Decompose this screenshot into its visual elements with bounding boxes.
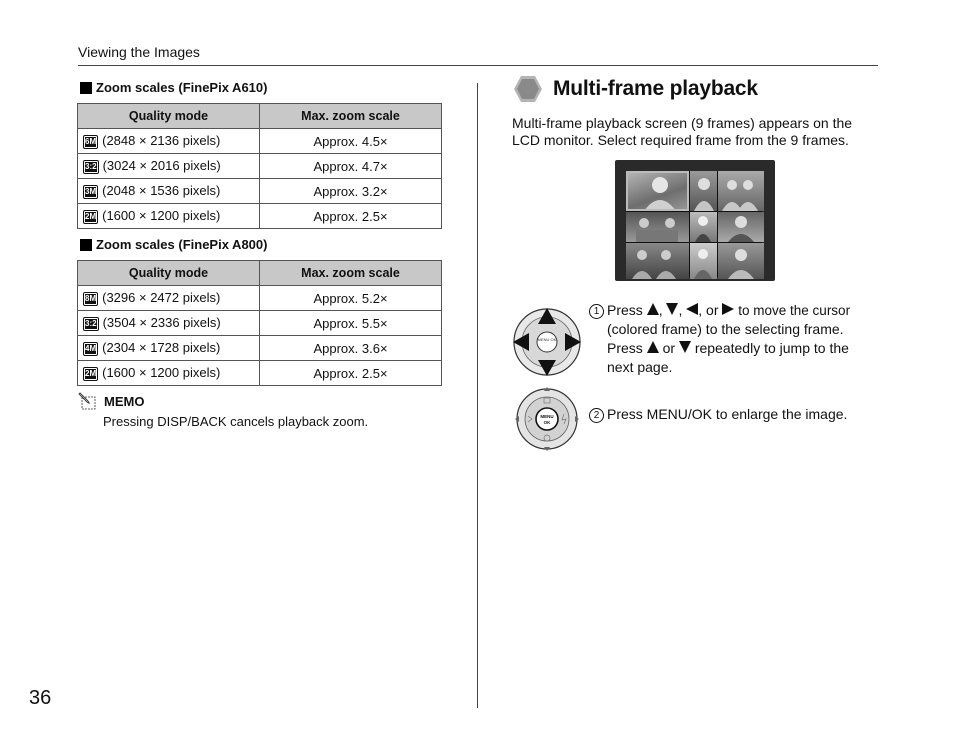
svg-text:MENU OK: MENU OK <box>537 337 557 342</box>
left-arrow-icon <box>686 303 698 315</box>
portrait-thumbnail-icon <box>718 243 764 279</box>
svg-text:MENU: MENU <box>540 414 554 419</box>
svg-text:OK: OK <box>543 420 551 425</box>
running-header: Viewing the Images <box>78 44 200 60</box>
portrait-thumbnail-icon <box>718 212 764 242</box>
portrait-thumbnail-icon <box>690 243 717 279</box>
table-row: 8M (3296 × 2472 pixels) Approx. 5.2× <box>78 286 442 311</box>
column-header-zoom: Max. zoom scale <box>260 261 442 286</box>
down-arrow-icon <box>679 341 691 353</box>
thumbnail-frame <box>718 243 764 279</box>
table-row: 3:2 (3024 × 2016 pixels) Approx. 4.7× <box>78 154 442 179</box>
group-thumbnail-icon <box>718 171 764 211</box>
zoom-table-a610 <box>77 103 442 229</box>
memo-heading: MEMO <box>78 391 144 411</box>
thumbnail-frame <box>718 171 764 211</box>
thumbnail-frame <box>690 212 717 242</box>
quality-badge-icon: 2M <box>83 210 98 224</box>
table-row: 3:2 (3504 × 2336 pixels) Approx. 5.5× <box>78 311 442 336</box>
thumbnail-frame <box>690 243 717 279</box>
table-row: 4M (2304 × 1728 pixels) Approx. 3.6× <box>78 336 442 361</box>
thumbnail-frame <box>626 171 689 211</box>
quality-badge-icon: 8M <box>83 292 98 306</box>
table-row: 2M (1600 × 1200 pixels) Approx. 2.5× <box>78 361 442 386</box>
memo-pencil-icon <box>78 391 100 411</box>
thumbnail-frame <box>626 212 689 242</box>
group-thumbnail-icon <box>626 212 689 242</box>
portrait-thumbnail-icon <box>626 171 689 211</box>
quality-badge-icon: 3:2 <box>83 317 99 331</box>
dpad-arrows-icon <box>511 306 583 378</box>
section-heading <box>513 75 758 103</box>
hexagon-icon <box>513 75 543 103</box>
column-header-zoom: Max. zoom scale <box>260 104 442 129</box>
memo-text: Pressing DISP/BACK cancels playback zoom. <box>103 414 369 429</box>
table-row: 3M (2048 × 1536 pixels) Approx. 3.2× <box>78 179 442 204</box>
dpad-menu-ok-icon <box>514 386 580 452</box>
thumbnail-frame <box>626 243 689 279</box>
step-number: 1 <box>589 304 604 319</box>
header-rule <box>78 65 878 66</box>
step-1: 1 Press , , , or to move the cursor (colored frame) to the selecting frame. Press or repeatedly to jump to the next page. <box>589 301 879 377</box>
column-header-quality: Quality mode <box>78 104 260 129</box>
quality-badge-icon: 3:2 <box>83 160 99 174</box>
thumbnail-frame <box>690 171 717 211</box>
right-arrow-icon <box>722 303 734 315</box>
quality-badge-icon: 6M <box>83 135 98 149</box>
table-row: 6M (2848 × 2136 pixels) Approx. 4.5× <box>78 129 442 154</box>
step-2: 2 Press MENU/OK to enlarge the image. <box>589 405 879 424</box>
column-divider <box>477 83 478 708</box>
quality-badge-icon: 2M <box>83 367 98 381</box>
zoom-table-a800 <box>77 260 442 386</box>
thumbnail-grid <box>626 171 762 277</box>
page-title: Multi-frame playback <box>553 77 758 100</box>
quality-badge-icon: 3M <box>83 185 98 199</box>
portrait-thumbnail-icon <box>690 212 717 242</box>
step-number: 2 <box>589 408 604 423</box>
section-title-a610: Zoom scales (FinePix A610) <box>80 80 267 95</box>
up-arrow-icon <box>647 341 659 353</box>
portrait-thumbnail-icon <box>690 171 717 211</box>
thumbnail-frame <box>718 212 764 242</box>
square-bullet-icon <box>80 82 92 94</box>
down-arrow-icon <box>666 303 678 315</box>
section-title-a800: Zoom scales (FinePix A800) <box>80 237 267 252</box>
square-bullet-icon <box>80 239 92 251</box>
table-row: 2M (1600 × 1200 pixels) Approx. 2.5× <box>78 204 442 229</box>
group-thumbnail-icon <box>626 243 689 279</box>
page-number: 36 <box>29 687 52 709</box>
column-header-quality: Quality mode <box>78 261 260 286</box>
description: Multi-frame playback screen (9 frames) appears on the LCD monitor. Select required frame from the 9 frames. <box>512 115 853 148</box>
up-arrow-icon <box>647 303 659 315</box>
lcd-multiframe-illustration <box>615 160 775 281</box>
quality-badge-icon: 4M <box>83 342 98 356</box>
